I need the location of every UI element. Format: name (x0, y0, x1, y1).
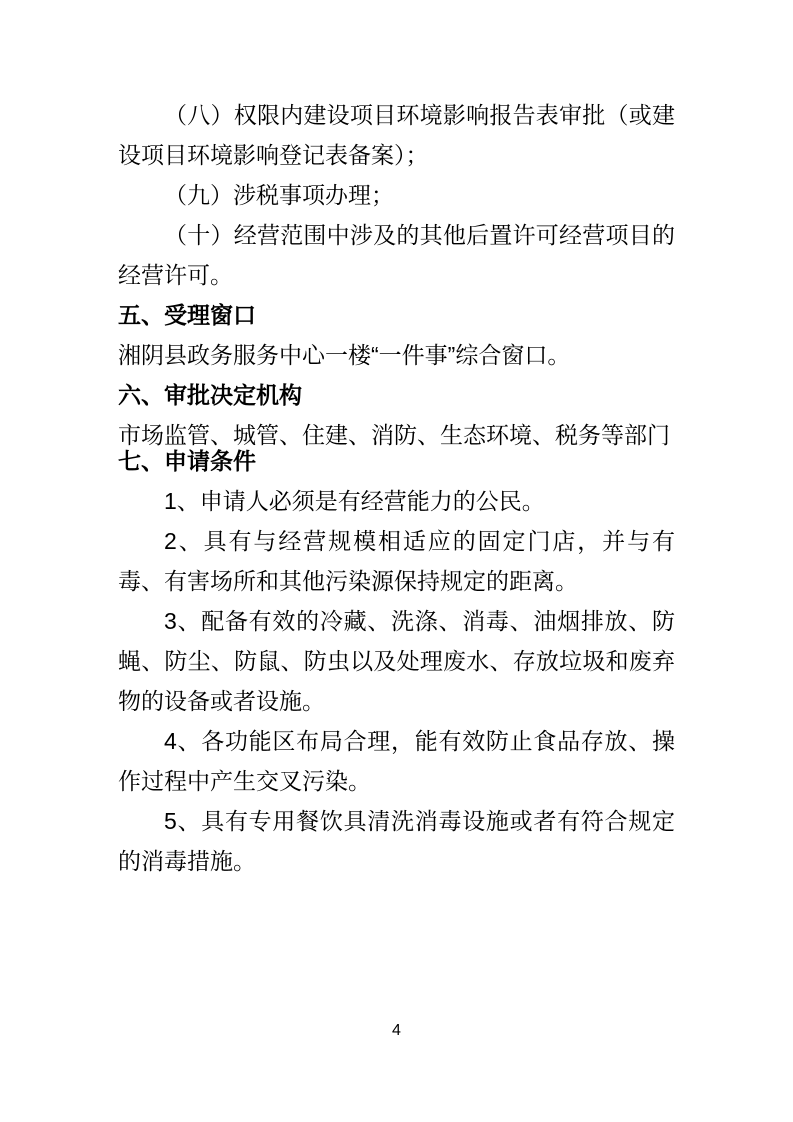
paragraph-condition-4: 4、各功能区布局合理，能有效防止食品存放、操作过程中产生交叉污染。 (118, 728, 675, 794)
heading-section-6-approval-authority: 六、审批决定机构 (118, 382, 302, 408)
paragraph-condition-1: 1、申请人必须是有经营能力的公民。 (164, 488, 545, 514)
heading-section-5-acceptance-window: 五、受理窗口 (118, 302, 256, 328)
paragraph-acceptance-window-location: 湘阴县政务服务中心一楼“一件事”综合窗口。 (118, 342, 571, 368)
page-number: 4 (392, 1022, 401, 1039)
heading-section-7-application-conditions: 七、申请条件 (118, 448, 256, 474)
paragraph-condition-3: 3、配备有效的冷藏、洗涤、消毒、油烟排放、防蝇、防尘、防鼠、防虫以及处理废水、存放垃圾和废弃物的设备或者设施。 (118, 608, 675, 714)
paragraph-approval-departments: 市场监管、城管、住建、消防、生态环境、税务等部门 (118, 422, 670, 448)
paragraph-item-ten: （十）经营范围中涉及的其他后置许可经营项目的经营许可。 (118, 222, 675, 288)
paragraph-item-eight: （八）权限内建设项目环境影响报告表审批（或建设项目环境影响登记表备案）； (118, 102, 675, 168)
document-body (118, 95, 675, 881)
paragraph-item-nine: （九）涉税事项办理； (164, 182, 394, 208)
paragraph-condition-5: 5、具有专用餐饮具清洗消毒设施或者有符合规定的消毒措施。 (118, 808, 675, 874)
paragraph-condition-2: 2、具有与经营规模相适应的固定门店，并与有毒、有害场所和其他污染源保持规定的距离。 (118, 528, 675, 594)
